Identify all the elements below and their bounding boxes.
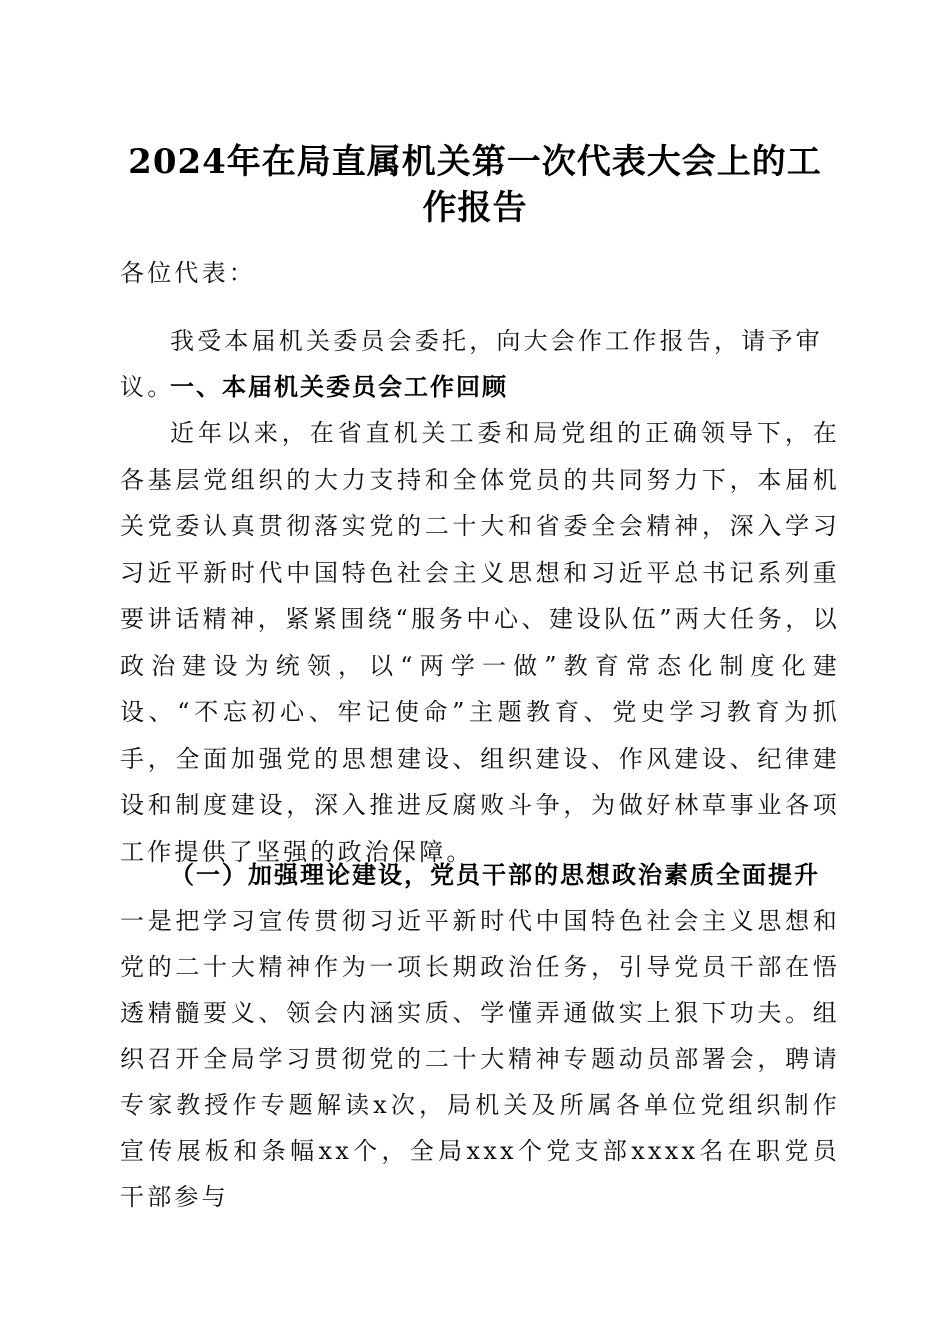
theory-paragraph: 一是把学习宣传贯彻习近平新时代中国特色社会主义思想和党的二十大精神作为一项长期政治任务，引导党员干部在悟透精髓要义、领会内涵实质、学懂弄通做实上狠下功夫。组织召开全局学习贯彻党的二十大精神专题动员部署会，聘请专家教授作专题解读x次，局机关及所属各单位党组织制作宣传展板和条幅xx个，全局xxx个党支部xxxx名在职党员干部参与 <box>120 907 840 1211</box>
document-title-line-1: 2024年在局直属机关第一次代表大会上的工 <box>128 142 822 182</box>
review-paragraph: 近年以来，在省直机关工委和局党组的正确领导下，在各基层党组织的大力支持和全体党员的共同努力下，本届机关党委认真贯彻落实党的二十大和省委全会精神，深入学习习近平新时代中国特色社会主义思想和习近平总书记系列重要讲话精神，紧紧围绕“服务中心、建设队伍”两大任务，以政治建设为统领，以“两学一做”教育常态化制度化建设、“不忘初心、牢记使命”主题教育、党史学习教育为抓手，全面加强党的思想建设、组织建设、作风建设、纪律建设和制度建设，深入推进反腐败斗争，为做好林草事业各项工作提供了坚强的政治保障。 <box>120 419 840 866</box>
intro-paragraph: 我受本届机关委员会委托，向大会作工作报告，请予审议。 <box>120 327 823 401</box>
subsection-heading-theory: （一）加强理论建设，党员干部的思想政治素质全面提升 <box>170 860 820 889</box>
document-title-line-2: 作报告 <box>422 188 528 228</box>
section-heading-review: 一、本届机关委员会工作回顾 <box>170 373 508 401</box>
salutation: 各位代表： <box>120 259 256 287</box>
